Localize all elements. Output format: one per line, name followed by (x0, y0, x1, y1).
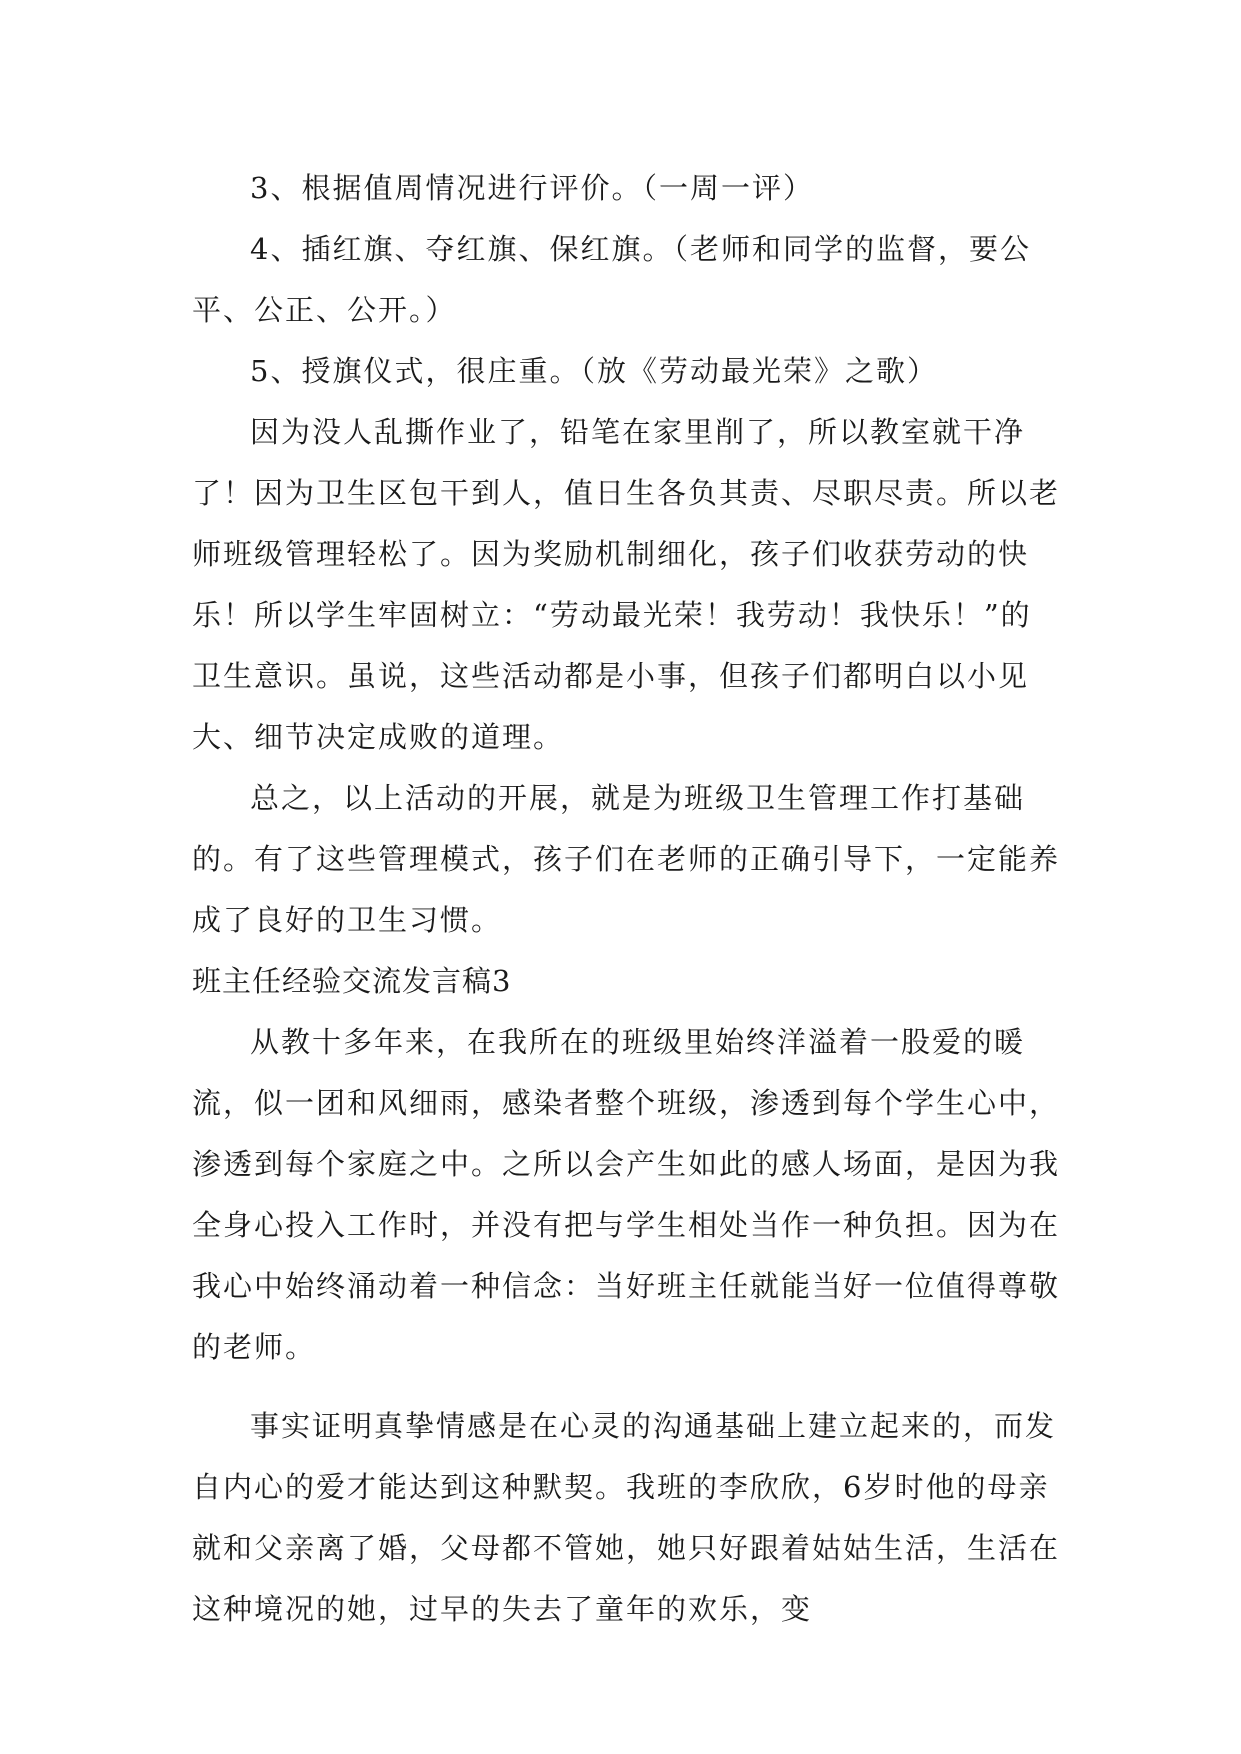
list-item-evaluation: 3、根据值周情况进行评价。（一周一评） (250, 171, 814, 205)
list-item-flag-ceremony: 5、授旗仪式，很庄重。（放《劳动最光荣》之歌） (250, 354, 938, 388)
paragraph-teaching-years: 从教十多年来，在我所在的班级里始终洋溢着一股爱的暖流，似一团和风细雨，感染者整个班级，渗透到每个学生心中，渗透到每个家庭之中。之所以会产生如此的感人场面，是因为我全身心投入工作时，并没有把与学生相处当作一种负担。因为在我心中始终涌动着一种信念：当好班主任就能当好一位值得尊敬的老师。 (192, 1025, 1061, 1364)
document-body (192, 158, 1062, 1640)
paragraph-summary: 总之，以上活动的开展，就是为班级卫生管理工作打基础的。有了这些管理模式，孩子们在老师的正确引导下，一定能养成了良好的卫生习惯。 (192, 781, 1061, 937)
section-heading: 班主任经验交流发言稿3 (192, 964, 512, 998)
list-item-red-flag: 4、插红旗、夺红旗、保红旗。（老师和同学的监督，要公平、公正、公开。） (192, 232, 1031, 327)
paragraph-sincere-feelings: 事实证明真挚情感是在心灵的沟通基础上建立起来的，而发自内心的爱才能达到这种默契。我班的李欣欣，6岁时他的母亲就和父亲离了婚，父母都不管她，她只好跟着姑姑生活，生活在这种境况的她，过早的失去了童年的欢乐，变 (192, 1409, 1061, 1626)
paragraph-results: 因为没人乱撕作业了，铅笔在家里削了，所以教室就干净了！因为卫生区包干到人，值日生各负其责、尽职尽责。所以老师班级管理轻松了。因为奖励机制细化，孩子们收获劳动的快乐！所以学生牢固树立：“劳动最光荣！我劳动！我快乐！”的卫生意识。虽说，这些活动都是小事，但孩子们都明白以小见大、细节决定成败的道理。 (192, 415, 1061, 754)
